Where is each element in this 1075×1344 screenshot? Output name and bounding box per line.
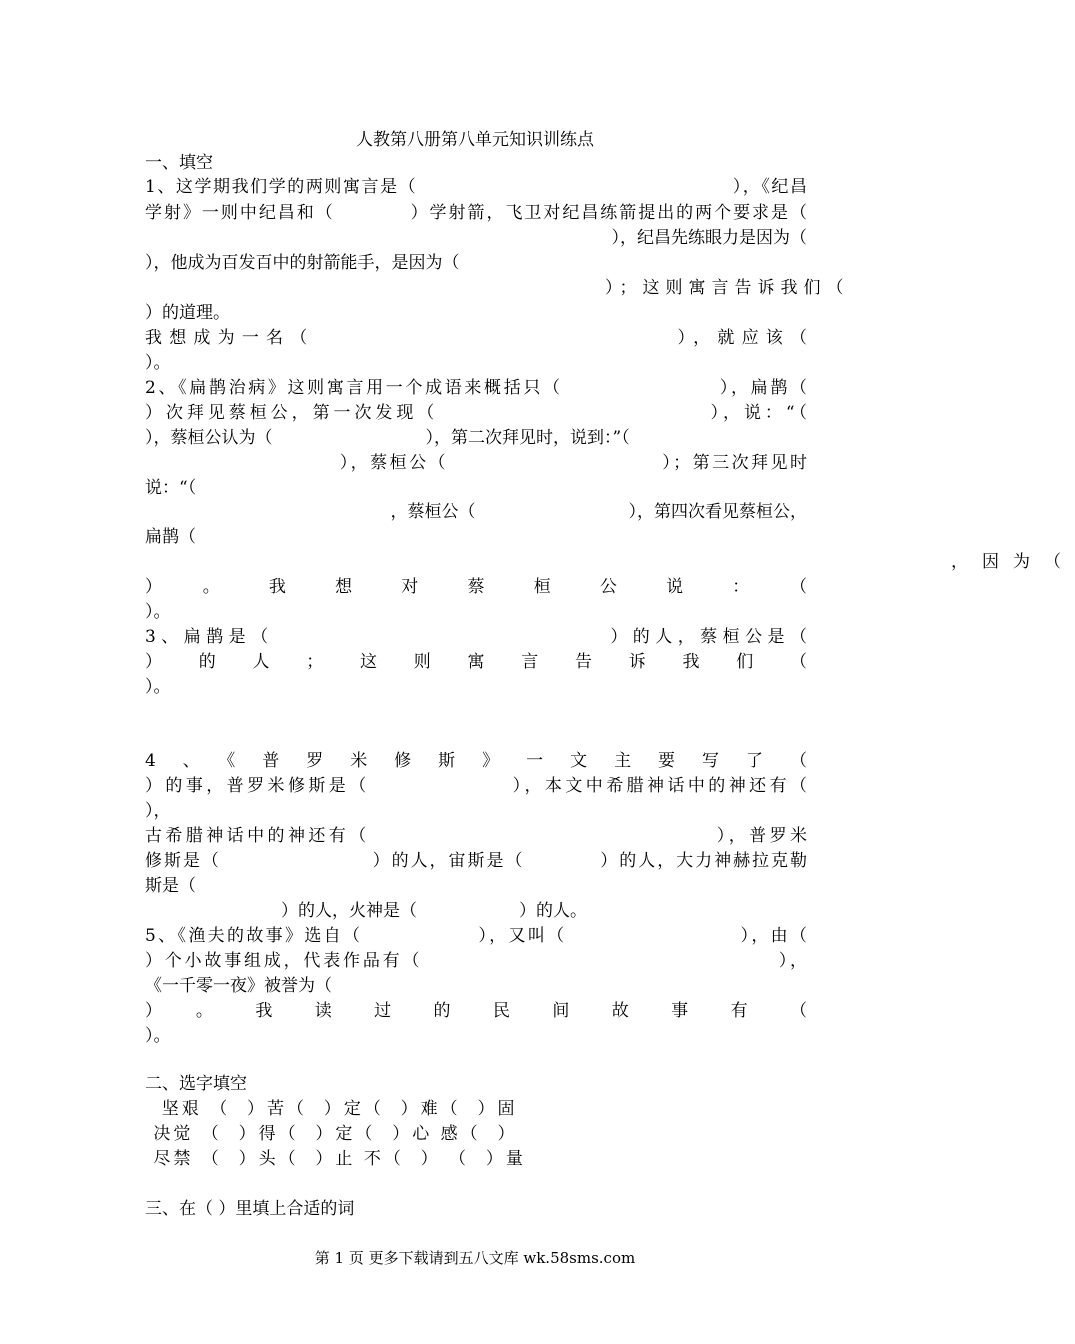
text-line: ）的人，火神是（ ）的人。 (145, 901, 587, 921)
section-heading-fill-words: 三、在（ ）里填上合适的词 (145, 1199, 355, 1219)
text-line: 斯是（ (145, 876, 196, 896)
text-line: 古希腊神话中的神还有（ ），普罗米 (145, 826, 807, 846)
text-line: ）， (145, 801, 171, 821)
text-line: ）。 (145, 353, 171, 373)
text-line: ）的道理。 (145, 303, 230, 323)
text-line: 1、这学期我们学的两则寓言是（ ），《纪昌 (145, 177, 807, 197)
text-line: ，蔡桓公（ ），第四次看见蔡桓公， (237, 502, 807, 522)
text-line: 《一千零一夜》被誉为（ (145, 976, 332, 996)
text-line: ），他成为百发百中的射箭能手，是因为（ (145, 253, 460, 273)
text-line: ）次拜见蔡桓公，第一次发现（ ），说：“（ (145, 403, 807, 423)
text-line: 扁鹊（ (145, 527, 196, 547)
text-line: 修斯是（ ）的人，宙斯是（ ）的人，大力神赫拉克勒 (145, 851, 807, 871)
choose-char-line: 坚艰 （ ）苦（ ）定（ ）难（ ）固 (145, 1099, 518, 1119)
section-heading-choose-char: 二、选字填空 (145, 1074, 247, 1094)
text-line: ）的事，普罗米修斯是（ ），本文中希腊神话中的神还有（ (145, 776, 807, 796)
text-line: 我想成为一名（ ），就应该（ (145, 328, 807, 348)
text-line: ）个小故事组成，代表作品有（ ）， (145, 951, 807, 971)
text-line: ），纪昌先练眼力是因为（ (271, 228, 807, 248)
choose-char-line: 尽禁 （ ）头（ ）止 不（ ） （ ）量 (145, 1149, 526, 1169)
text-line: ）。我读过的民间故事有（ (145, 1001, 807, 1021)
text-line: ）。我想对蔡桓公说：（ (145, 577, 807, 597)
page-footer: 第 1 页 更多下载请到五八文库 wk.58sms.com (314, 1249, 636, 1267)
text-line: 学射》一则中纪昌和（ ）学射箭，飞卫对纪昌练箭提出的两个要求是（ (145, 203, 807, 223)
text-line: 5、《渔夫的故事》选自（ ），又叫（ ），由（ (145, 926, 807, 946)
text-line: ），蔡桓公（ ）；第三次拜见时 (145, 453, 807, 473)
text-line: ），蔡桓公认为（ ），第二次拜见时，说到：”（ (145, 428, 630, 448)
text-line: ）。 (145, 677, 171, 697)
text-line: ）的人；这则寓言告诉我们（ (145, 652, 807, 672)
text-line: ）。 (145, 602, 171, 622)
text-line: 3、扁鹊是（ ）的人，蔡桓公是（ (145, 627, 807, 647)
text-line: 4、《普罗米修斯》一文主要写了（ (145, 751, 807, 771)
text-line: ）。 (145, 1026, 171, 1046)
text-line: 说：“（ (145, 478, 197, 498)
page-title: 人教第八册第八单元知识训练点 (356, 130, 594, 150)
text-line: ）；这则寓言告诉我们（ (145, 278, 850, 298)
text-line: ，因为（ (145, 552, 1075, 572)
section-heading-fill-blank: 一、填空 (145, 153, 213, 173)
text-line: 2、《扁鹊治病》这则寓言用一个成语来概括只（ ），扁鹊（ (145, 378, 807, 398)
choose-char-line: 决觉 （ ）得（ ）定（ ）心 感（ ） (145, 1124, 518, 1144)
